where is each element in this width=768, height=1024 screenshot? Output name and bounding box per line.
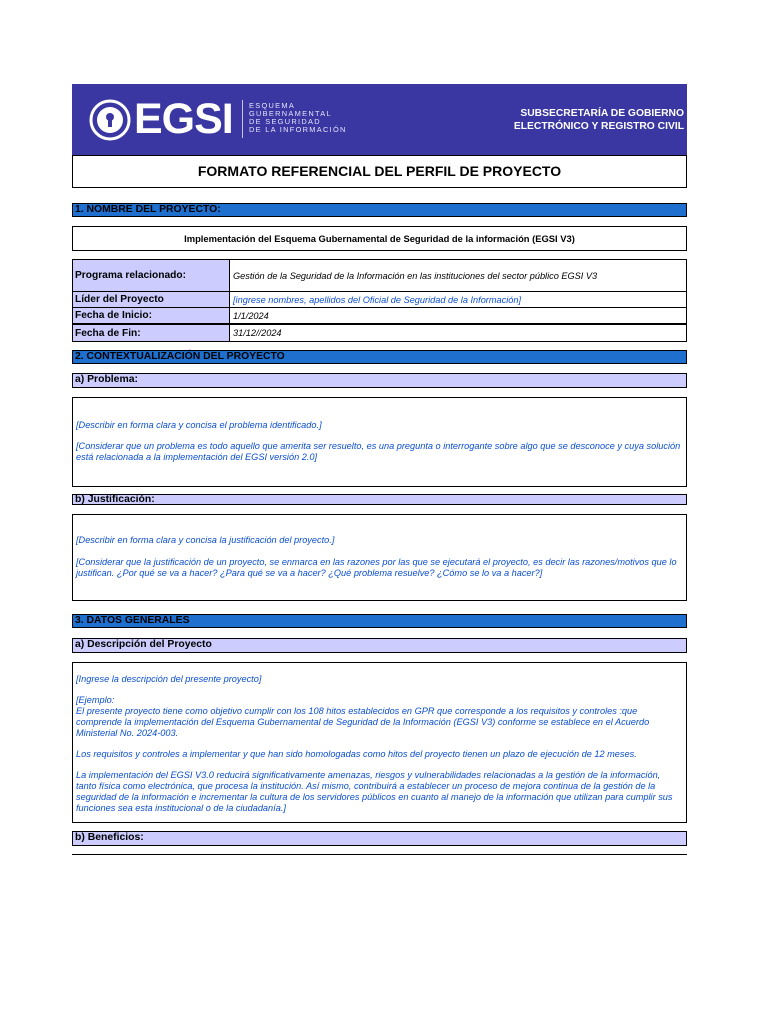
problema-text: [Describir en forma clara y concisa el problema identificado.]	[76, 420, 322, 430]
beneficios-label: b) Beneficios:	[72, 831, 687, 846]
descripcion-text: El presente proyecto tiene como objetivo cumplir con los 108 hitos establecidos en GPR que corresponde a los requisitos y controles :que comprende la implementación del Esquema Gubernamental de Seguridad de la Información (EGSI V3) conforme se establece en el Acuerdo Ministerial No. 2024-003.	[76, 706, 650, 738]
fecha-inicio-label: Fecha de Inicio:	[73, 308, 230, 323]
row-fecha-fin	[72, 324, 687, 342]
problema-textbox[interactable]	[72, 397, 687, 487]
row-fecha-inicio	[72, 307, 687, 324]
fecha-inicio-value[interactable]: 1/1/2024	[233, 310, 269, 321]
lider-label: Líder del Proyecto	[73, 292, 230, 307]
project-name: Implementación del Esquema Gubernamental de Seguridad de la información (EGSI V3)	[72, 226, 687, 251]
fecha-fin-label: Fecha de Fin:	[73, 325, 230, 341]
problema-text: [Considerar que un problema es todo aquello que amerita ser resuelto, es una pregunta o interrogante sobre algo que se desconoce y cuya solución está relacionada a la implementación del EGSI versión 2.0]	[76, 441, 681, 462]
logo-wordmark: EGSI	[134, 95, 233, 143]
logo-subtitle-line: DE LA INFORMACIÓN	[249, 125, 347, 135]
justificacion-text: [Considerar que la justificación de un proyecto, se enmarca en las razones por las que se ejecutará el proyecto, es decir las razones/motivos que lo justifican. ¿Por qué se va a hacer? ¿Para qué se va a hacer? ¿Qué problema resuelve? ¿Cómo se lo va a hacer?]	[76, 557, 677, 578]
justificacion-textbox[interactable]	[72, 514, 687, 601]
row-lider	[72, 291, 687, 308]
logo-subtitle	[249, 102, 347, 134]
section-header-nombre: 1. NOMBRE DEL PROYECTO:	[72, 203, 687, 217]
programa-label: Programa relacionado:	[73, 260, 230, 291]
justificacion-label: b) Justificación:	[72, 494, 687, 505]
beneficios-divider	[72, 854, 687, 855]
descripcion-text: Los requisitos y controles a implementar y que han sido homologadas como hitos del proyecto tienen un plazo de ejecución de 12 meses.	[76, 749, 637, 759]
section-header-contextualizacion: 2. CONTEXTUALIZACIÓN DEL PROYECTO	[72, 350, 687, 364]
descripcion-text: La implementación del EGSI V3.0 reducirá significativamente amenazas, riesgos y vulnerabilidades relacionadas a la gestión de la información, tanto física como electrónica, que procesa la institución. Así mismo, contribuirá a establecer un proceso de mejora continua de la gestión de la seguridad de la información e incrementar la cultura de los servidores públicos en cuanto al manejo de la información que utilizan para cumplir sus funciones sea esta institucional o de la ciudadanía.]	[76, 770, 673, 813]
descripcion-text: [Ingrese la descripción del presente proyecto]	[76, 674, 262, 684]
programa-value[interactable]: Gestión de la Seguridad de la Información en las instituciones del sector público EGSI V3	[233, 270, 598, 281]
logo-divider	[242, 100, 243, 138]
egsi-logo-icon	[89, 99, 131, 141]
justificacion-text: [Describir en forma clara y concisa la justificación del proyecto.]	[76, 535, 335, 545]
descripcion-text: [Ejemplo:	[76, 695, 115, 705]
section-header-datos-generales: 3. DATOS GENERALES	[72, 614, 687, 628]
organization-name	[514, 108, 684, 133]
page-title: FORMATO REFERENCIAL DEL PERFIL DE PROYECTO	[72, 155, 687, 188]
row-programa	[72, 259, 687, 292]
descripcion-label: a) Descripción del Proyecto	[72, 638, 687, 653]
problema-label: a) Problema:	[72, 373, 687, 388]
logo-subtitle-line: GUBERNAMENTAL	[249, 109, 332, 119]
fecha-fin-value[interactable]: 31/12//2024	[233, 328, 282, 338]
org-line-2: ELECTRÓNICO Y REGISTRO CIVIL	[513, 120, 684, 132]
logo-subtitle-line: DE SEGURIDAD	[249, 117, 321, 127]
descripcion-textbox[interactable]	[72, 662, 687, 823]
logo-subtitle-line: ESQUEMA	[249, 101, 296, 110]
lider-value[interactable]: [ingrese nombres, apellidos del Oficial de Seguridad de la Información]	[233, 294, 522, 305]
org-line-1: SUBSECRETARÍA DE GOBIERNO	[520, 108, 684, 119]
